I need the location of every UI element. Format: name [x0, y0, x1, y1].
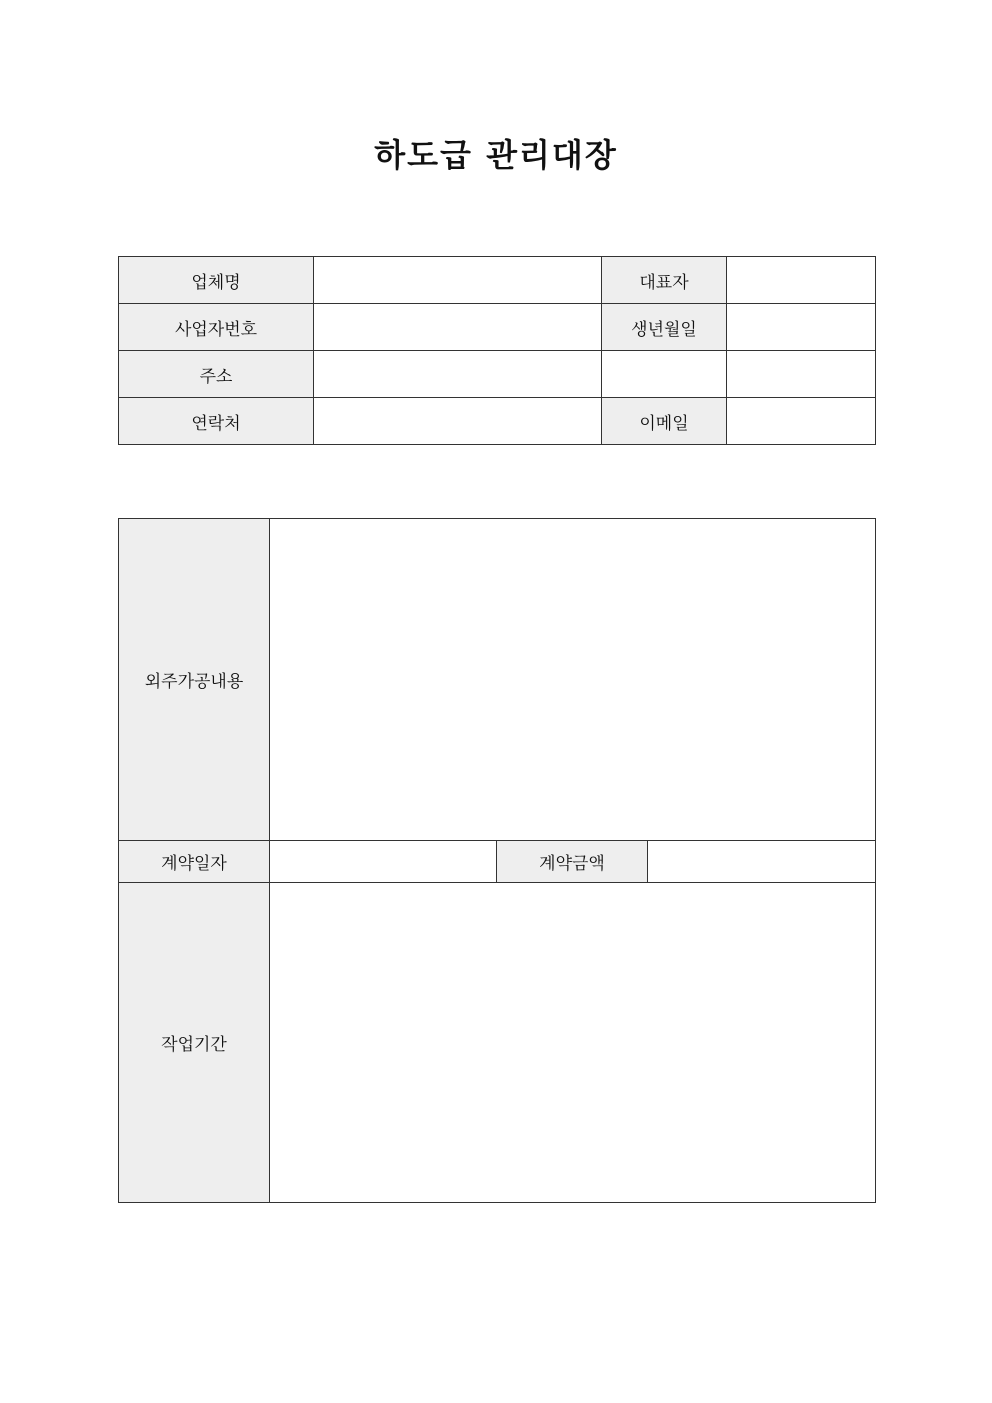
birth-date-field[interactable] — [727, 304, 876, 351]
address-field[interactable] — [314, 351, 602, 398]
table-row — [119, 304, 876, 351]
email-label: 이메일 — [602, 398, 727, 445]
contact-field[interactable] — [314, 398, 602, 445]
address-extra-field[interactable] — [727, 351, 876, 398]
contract-table — [118, 518, 876, 1203]
contract-date-field[interactable] — [270, 841, 497, 883]
table-row — [119, 841, 876, 883]
outsourcing-content-label: 외주가공내용 — [119, 519, 270, 841]
work-period-label: 작업기간 — [119, 883, 270, 1203]
business-number-label: 사업자번호 — [119, 304, 314, 351]
page-title: 하도급 관리대장 — [374, 136, 618, 174]
outsourcing-content-field[interactable] — [270, 519, 876, 841]
birth-date-label: 생년월일 — [602, 304, 727, 351]
contract-date-label: 계약일자 — [119, 841, 270, 883]
table-row — [119, 351, 876, 398]
email-field[interactable] — [727, 398, 876, 445]
table-row — [119, 883, 876, 1203]
address-extra-label — [602, 351, 727, 398]
table-row — [119, 398, 876, 445]
contract-amount-label: 계약금액 — [497, 841, 648, 883]
representative-label: 대표자 — [602, 257, 727, 304]
company-name-label: 업체명 — [119, 257, 314, 304]
contract-amount-field[interactable] — [648, 841, 876, 883]
table-row — [119, 257, 876, 304]
work-period-field[interactable] — [270, 883, 876, 1203]
representative-field[interactable] — [727, 257, 876, 304]
table-row — [119, 519, 876, 841]
company-name-field[interactable] — [314, 257, 602, 304]
business-number-field[interactable] — [314, 304, 602, 351]
contact-label: 연락처 — [119, 398, 314, 445]
address-label: 주소 — [119, 351, 314, 398]
company-info-table — [118, 256, 876, 445]
